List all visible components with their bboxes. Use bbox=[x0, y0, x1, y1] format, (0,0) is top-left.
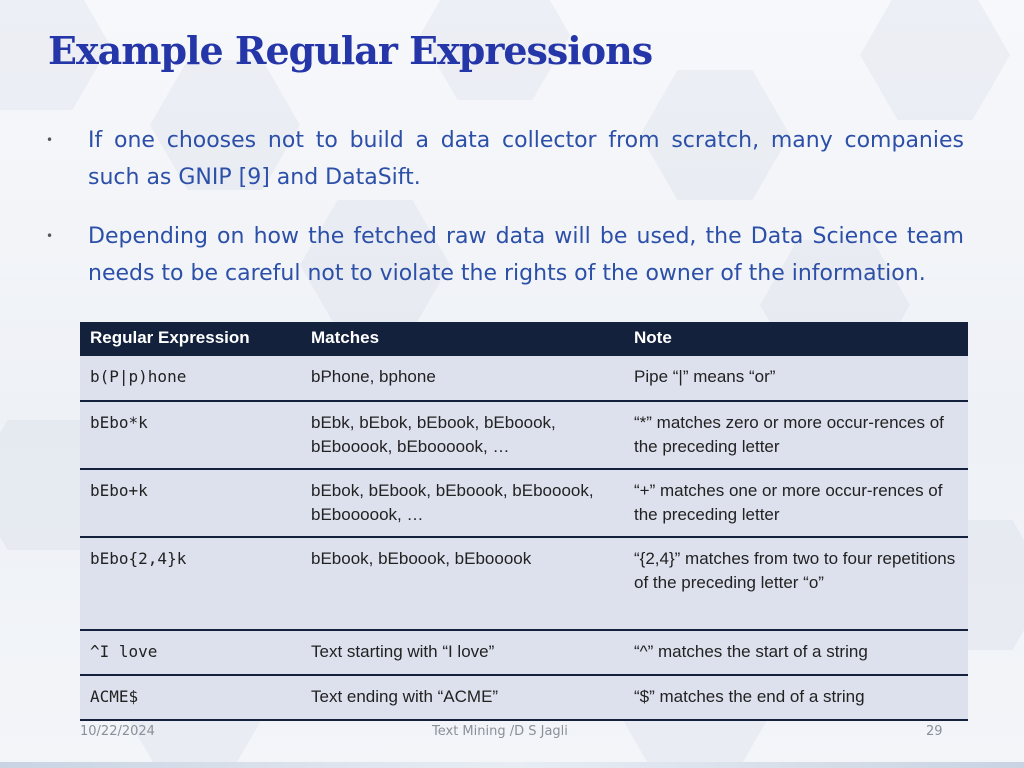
bullet-text: Depending on how the fetched raw data will be used, the Data Science team needs to be careful not to violate the rights of the owner of the information. bbox=[88, 224, 964, 286]
cell-matches: bEbk, bEbok, bEbook, bEboook, bEbooook, bEboooook, … bbox=[301, 401, 624, 469]
table-row bbox=[80, 355, 968, 401]
cell-note: Pipe “|” means “or” bbox=[624, 355, 968, 401]
cell-pattern: ^I love bbox=[80, 630, 301, 675]
bullet-item bbox=[46, 218, 964, 292]
regex-table-container bbox=[80, 322, 968, 721]
cell-pattern: bEbo+k bbox=[80, 469, 301, 537]
bullet-item bbox=[46, 122, 964, 196]
cell-pattern: bEbo*k bbox=[80, 401, 301, 469]
regex-table bbox=[80, 322, 968, 721]
cell-matches: bEbok, bEbook, bEboook, bEbooook, bEboooook, … bbox=[301, 469, 624, 537]
header-regular-expression: Regular Expression bbox=[80, 322, 301, 355]
table-row bbox=[80, 469, 968, 537]
cell-note: “*” matches zero or more occur-rences of the preceding letter bbox=[624, 401, 968, 469]
cell-pattern: ACME$ bbox=[80, 675, 301, 720]
cell-note: “$” matches the end of a string bbox=[624, 675, 968, 720]
table-row bbox=[80, 675, 968, 720]
table-row bbox=[80, 401, 968, 469]
cell-matches: bPhone, bphone bbox=[301, 355, 624, 401]
header-matches: Matches bbox=[301, 322, 624, 355]
bullet-dot-icon: • bbox=[46, 133, 54, 147]
bullet-text: If one chooses not to build a data collector from scratch, many companies such as GNIP [9] and DataSift. bbox=[88, 128, 964, 190]
cell-pattern: b(P|p)hone bbox=[80, 355, 301, 401]
header-note: Note bbox=[624, 322, 968, 355]
cell-note: “{2,4}” matches from two to four repetitions of the preceding letter “o” bbox=[624, 537, 968, 630]
cell-matches: bEbook, bEboook, bEbooook bbox=[301, 537, 624, 630]
cell-pattern: bEbo{2,4}k bbox=[80, 537, 301, 630]
slide-title: Example Regular Expressions bbox=[48, 28, 653, 73]
footer-title: Text Mining /D S Jagli bbox=[432, 724, 568, 739]
table-header-row bbox=[80, 322, 968, 355]
footer-page-number: 29 bbox=[926, 724, 943, 739]
bullet-dot-icon: • bbox=[46, 229, 54, 243]
table-row bbox=[80, 537, 968, 630]
bullet-list bbox=[46, 122, 964, 314]
cell-note: “+” matches one or more occur-rences of the preceding letter bbox=[624, 469, 968, 537]
cell-note: “^” matches the start of a string bbox=[624, 630, 968, 675]
cell-matches: Text ending with “ACME” bbox=[301, 675, 624, 720]
footer-date: 10/22/2024 bbox=[80, 724, 155, 739]
cell-matches: Text starting with “I love” bbox=[301, 630, 624, 675]
table-row bbox=[80, 630, 968, 675]
